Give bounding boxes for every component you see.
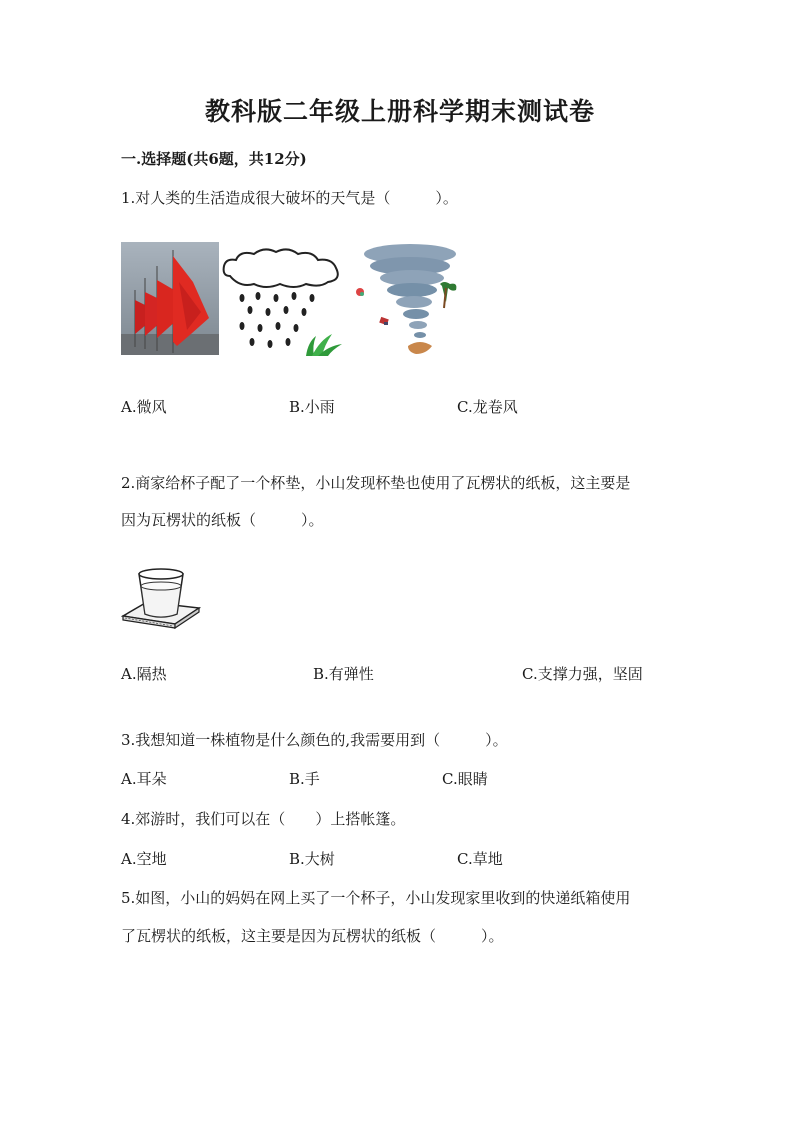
question-2-option-c[interactable]: C.支撑力强，坚固 [522,665,643,683]
flags-image [121,242,219,355]
question-3-option-a[interactable]: A.耳朵 [121,770,167,788]
question-4-option-b[interactable]: B.大树 [289,850,335,868]
question-4-stem: 4.郊游时，我们可以在（ ）上搭帐篷。 [121,810,406,828]
tornado-image [350,242,468,356]
question-4-option-c[interactable]: C.草地 [457,850,503,868]
question-1-option-c[interactable]: C.龙卷风 [457,398,518,416]
question-3-option-c[interactable]: C.眼睛 [442,770,488,788]
question-2-option-a[interactable]: A.隔热 [121,665,167,683]
question-5-stem-line2: 了瓦楞状的纸板，这主要是因为瓦楞状的纸板（ ）。 [121,927,504,945]
rain-cloud-image [220,246,344,356]
glass-on-coaster-image [121,566,201,634]
question-2-stem-line2: 因为瓦楞状的纸板（ ）。 [121,511,324,529]
question-4-option-a[interactable]: A.空地 [121,850,167,868]
question-3-option-b[interactable]: B.手 [289,770,320,788]
question-3-stem: 3.我想知道一株植物是什么颜色的,我需要用到（ ）。 [121,731,508,749]
question-2-stem-line1: 2.商家给杯子配了一个杯垫，小山发现杯垫也使用了瓦楞状的纸板，这主要是 [121,474,631,492]
question-5-stem-line1: 5.如图，小山的妈妈在网上买了一个杯子，小山发现家里收到的快递纸箱使用 [121,889,631,907]
section-heading: 一.选择题(共6题，共12分) [121,150,307,168]
page-title: 教科版二年级上册科学期末测试卷 [204,97,595,126]
question-1-option-b[interactable]: B.小雨 [289,398,335,416]
question-2-option-b[interactable]: B.有弹性 [313,665,374,683]
question-1-stem: 1.对人类的生活造成很大破坏的天气是（ ）。 [121,189,458,207]
question-1-option-a[interactable]: A.微风 [121,398,167,416]
